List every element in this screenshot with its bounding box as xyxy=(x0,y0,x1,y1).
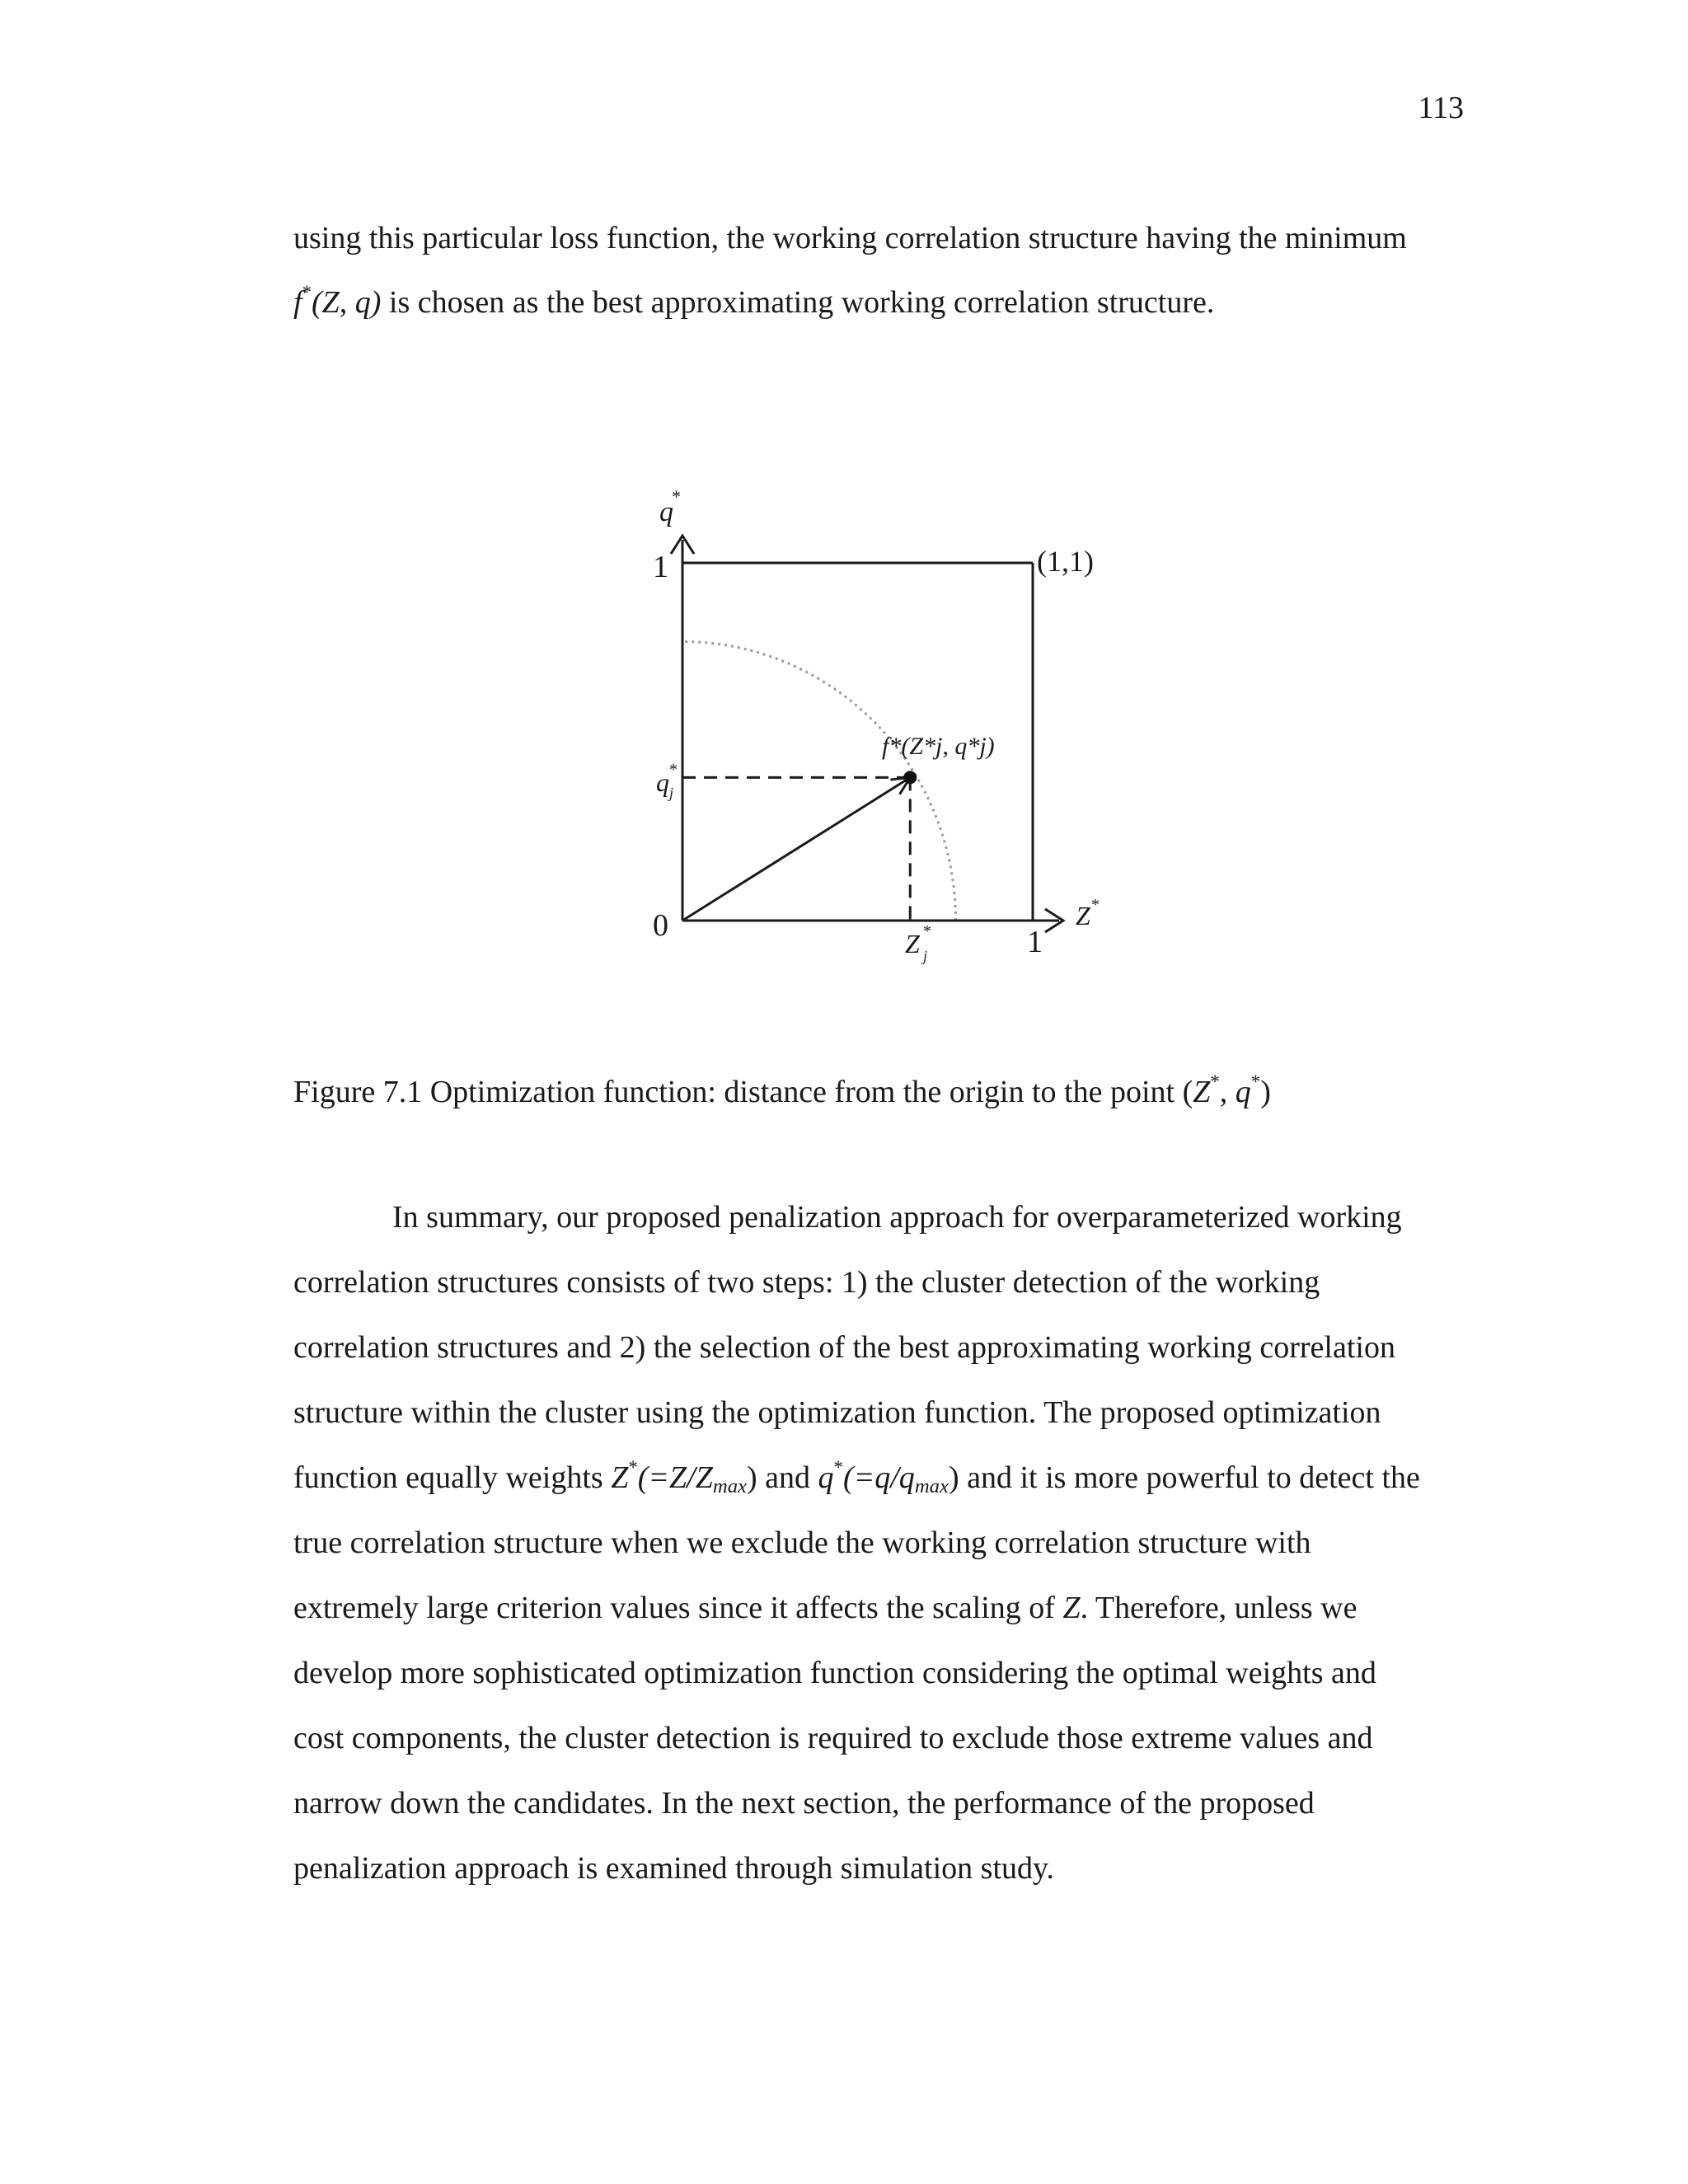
s7-z: Z xyxy=(1062,1591,1081,1625)
s5-max: max xyxy=(712,1475,748,1498)
y-axis-label: q xyxy=(659,497,673,527)
summary-line-11: penalization approach is examined through simulation study. xyxy=(293,1851,1055,1886)
origin-label: 0 xyxy=(653,908,668,943)
point-label: f*(Z*j, q*j) xyxy=(882,733,995,760)
s5-q: q xyxy=(818,1460,834,1495)
zj-label-sub: j xyxy=(923,948,928,964)
zj-label: Z xyxy=(905,929,920,958)
s5a: function equally weights xyxy=(293,1460,612,1495)
qj-label-sub: j xyxy=(669,785,674,801)
y-axis-label-star: * xyxy=(672,486,681,507)
f-star: * xyxy=(302,281,312,302)
x-axis-label: Z xyxy=(1076,901,1090,930)
caption-prefix: Figure 7.1 Optimization function: distance from the origin to the point ( xyxy=(293,1075,1193,1109)
caption-suffix: ) xyxy=(1260,1075,1271,1109)
qj-label-star: * xyxy=(669,761,678,779)
summary-line-3: correlation structures and 2) the selection of the best approximating working correlation xyxy=(293,1330,1395,1365)
s7b: . Therefore, unless we xyxy=(1080,1591,1357,1625)
intro-line-2-text: is chosen as the best approximating working correlation structure. xyxy=(381,285,1215,320)
s5-q-star: * xyxy=(833,1456,843,1478)
caption-comma: , xyxy=(1219,1075,1236,1109)
qj-label: q xyxy=(656,767,669,797)
corner-label: (1,1) xyxy=(1037,545,1094,578)
figure-caption xyxy=(293,1071,1271,1109)
optimization-figure xyxy=(0,0,1688,1038)
summary-line-5 xyxy=(293,1456,1420,1498)
summary-line-1: In summary, our proposed penalization approach for overparameterized working xyxy=(392,1200,1402,1235)
intro-line-1: using this particular loss function, the working correlation structure having the minimum xyxy=(293,221,1407,255)
x-one-label: 1 xyxy=(1027,925,1043,959)
summary-line-10: narrow down the candidates. In the next section, the performance of the proposed xyxy=(293,1786,1315,1821)
summary-line-4: structure within the cluster using the optimization function. The proposed optimization xyxy=(293,1395,1381,1430)
page-number: 113 xyxy=(1418,91,1464,125)
summary-line-2: correlation structures consists of two steps: 1) the cluster detection of the working xyxy=(293,1265,1320,1300)
s5-z-star: * xyxy=(628,1456,638,1478)
caption-z-star: * xyxy=(1210,1071,1220,1092)
s5d: (=q/q xyxy=(842,1460,915,1495)
f-symbol: f xyxy=(293,285,302,320)
caption-q-star: * xyxy=(1250,1071,1261,1092)
summary-line-7 xyxy=(293,1592,1357,1624)
caption-q: q xyxy=(1235,1075,1251,1109)
caption-z: Z xyxy=(1193,1075,1211,1109)
summary-line-6: true correlation structure when we exclude the working correlation structure with xyxy=(293,1526,1311,1560)
f-args: (Z, q) xyxy=(311,285,382,320)
s5e: ) and it is more powerful to detect the xyxy=(948,1460,1420,1495)
s5b: (=Z/Z xyxy=(637,1460,713,1495)
summary-line-8: develop more sophisticated optimization function considering the optimal weights and xyxy=(293,1656,1376,1690)
y-one-label: 1 xyxy=(653,550,668,584)
s5c: ) and xyxy=(747,1460,818,1495)
zj-label-star: * xyxy=(923,922,931,940)
s5-max2: max xyxy=(914,1475,949,1498)
summary-line-9: cost components, the cluster detection is required to exclude those extreme values and xyxy=(293,1721,1373,1755)
distance-vector xyxy=(682,777,910,921)
x-axis-label-star: * xyxy=(1091,896,1100,914)
s5-z: Z xyxy=(611,1460,629,1495)
data-point xyxy=(903,771,917,784)
s7a: extremely large criterion values since it affects the scaling of xyxy=(293,1591,1063,1625)
